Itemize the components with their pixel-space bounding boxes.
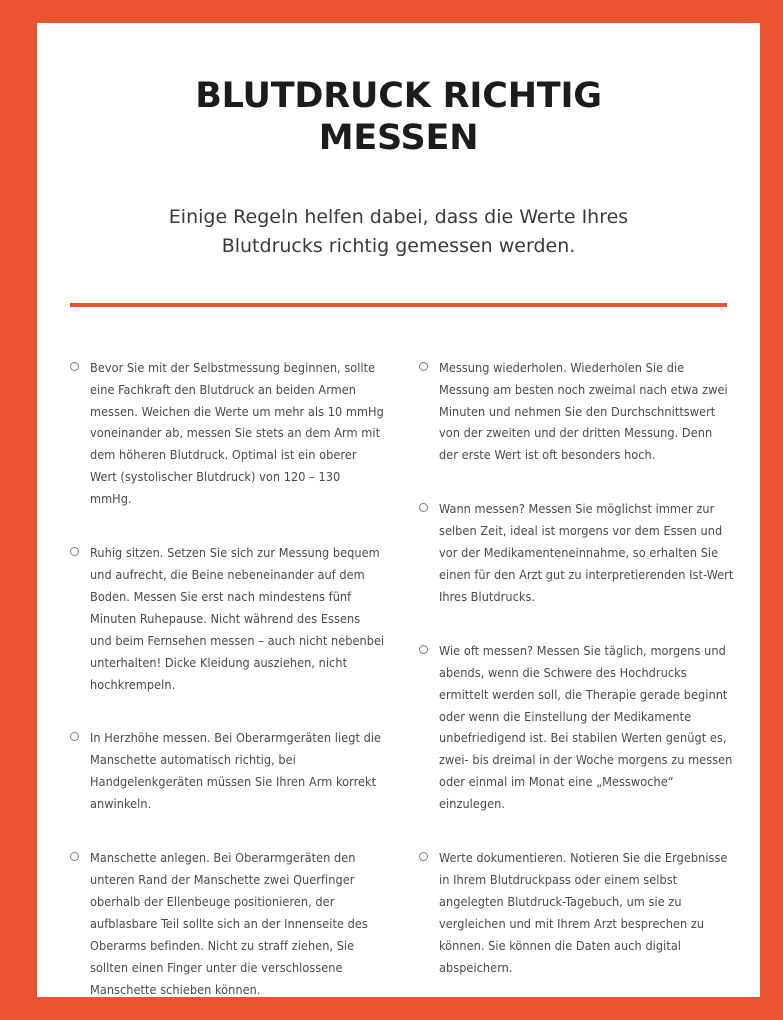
list-item	[70, 357, 385, 510]
circle-outline-bullet-icon	[70, 547, 79, 556]
circle-outline-bullet-icon	[419, 362, 428, 371]
list-item-text: Bevor Sie mit der Selbstmessung beginnen, sollte eine Fachkraft den Blutdruck an beiden Armen messen. Weichen die Werte um mehr als 10 mmHg voneinander ab, messen Sie stets an dem Arm mit dem höheren Blutdruck. Optimal ist ein oberer Wert (systolischer Blutdruck) von 120 – 130 mmHg.	[90, 359, 384, 507]
circle-outline-bullet-icon	[70, 362, 79, 371]
list-item	[419, 357, 734, 467]
accent-divider	[70, 303, 727, 307]
poster-header	[37, 23, 760, 261]
list-item-text: Manschette anlegen. Bei Oberarmgeräten den unteren Rand der Manschette zwei Querfinger oberhalb der Ellenbeuge positionieren, der aufblasbare Teil sollte sich an der Innenseite des Oberarms befinden. Nicht zu straff ziehen, Sie sollten einen Finger unter die verschlossene Manschette schieben können.	[90, 850, 368, 997]
poster-sheet	[37, 23, 760, 997]
list-item-text: In Herzhöhe messen. Bei Oberarmgeräten liegt die Manschette automatisch richtig, bei Handgelenkgeräten müssen Sie Ihren Arm korrekt anwinkeln.	[90, 730, 382, 812]
divider-container	[37, 303, 760, 307]
page-title: BLUTDRUCK RICHTIG MESSEN	[195, 76, 602, 158]
circle-outline-bullet-icon	[70, 852, 79, 861]
list-item	[70, 727, 385, 815]
list-item	[70, 542, 385, 695]
circle-outline-bullet-icon	[419, 503, 428, 512]
right-column	[419, 357, 734, 979]
list-item-text: Ruhig sitzen. Setzen Sie sich zur Messung bequem und aufrecht, die Beine nebeneinander auf dem Boden. Messen Sie erst nach mindestens fünf Minuten Ruhepause. Nicht während des Essens und beim Fernsehen messen – auch nicht nebenbei unterhalten! Dicke Kleidung ausziehen, nicht hochkrempeln.	[90, 545, 385, 692]
list-item	[419, 498, 734, 608]
circle-outline-bullet-icon	[419, 645, 428, 654]
left-column	[70, 357, 385, 997]
list-item	[419, 847, 734, 978]
list-item-text: Messung wiederholen. Wiederholen Sie die Messung am besten noch zweimal nach etwa zwei Minuten und nehmen Sie den Durchschnittswert von der zweiten und der dritten Messung. Denn der erste Wert ist oft besonders hoch.	[439, 359, 728, 463]
list-item	[419, 640, 734, 815]
list-item-text: Wie oft messen? Messen Sie täglich, morgens und abends, wenn die Schwere des Hochdrucks ermittelt werden soll, die Therapie gerade beginnt oder wenn die Einstellung der Medikamente unbefriedigend ist. Bei stabilen Werten genügt es, zwei- bis dreimal in der Woche morgens zu messen oder einmal im Monat eine „Messwoche“ einzulegen.	[439, 642, 733, 812]
page-subtitle: Einige Regeln helfen dabei, dass die Werte Ihres Blutdrucks richtig gemessen werden.	[168, 206, 629, 257]
circle-outline-bullet-icon	[419, 852, 428, 861]
list-item-text: Wann messen? Messen Sie möglichst immer zur selben Zeit, ideal ist morgens vor dem Essen und vor der Medikamenteneinnahme, so erhalten Sie einen für den Arzt gut zu interpretierenden Ist-Wert Ihres Blutdrucks.	[439, 501, 734, 604]
list-item-text: Werte dokumentieren. Notieren Sie die Ergebnisse in Ihrem Blutdruckpass oder einem selbst angelegten Blutdruck-Tagebuch, um sie zu vergleichen und mit Ihrem Arzt besprechen zu können. Sie können die Daten auch digital abspeichern.	[439, 850, 728, 975]
circle-outline-bullet-icon	[70, 732, 79, 741]
list-item	[70, 847, 385, 997]
content-columns	[37, 357, 760, 997]
